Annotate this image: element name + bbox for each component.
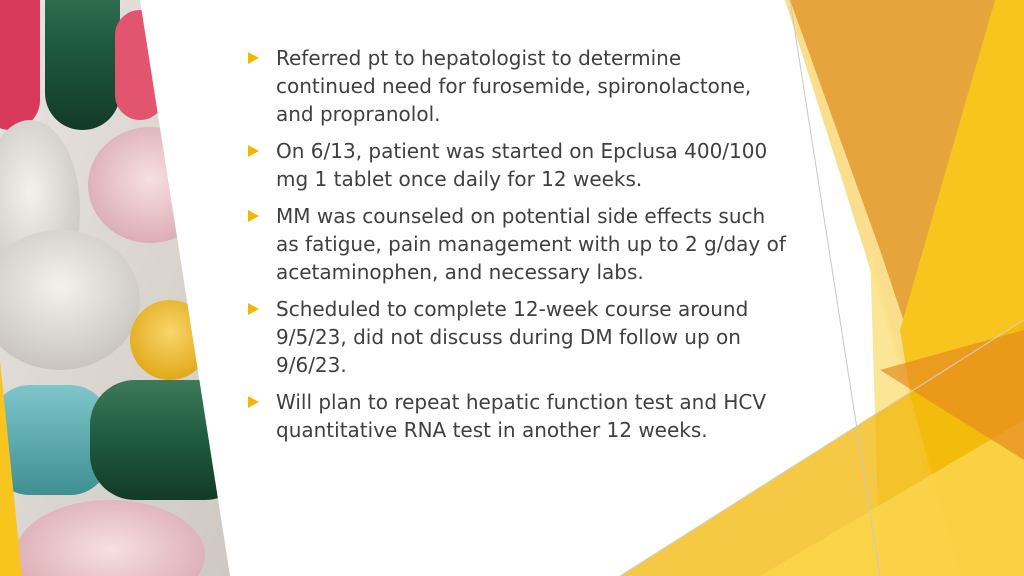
right-triangle-icon [248,52,259,64]
bullet-item [246,202,786,286]
bullet-item [246,295,786,379]
right-triangle-icon [248,210,259,222]
bullet-text: Referred pt to hepatologist to determine continued need for furosemide, spironolactone, and propranolol. [276,46,752,126]
right-triangle-icon [248,303,259,315]
bullet-item [246,44,786,128]
bullet-item [246,388,786,444]
bullet-item [246,137,786,193]
bullet-text: MM was counseled on potential side effects such as fatigue, pain management with up to 2 g/day of acetaminophen, and necessary labs. [276,204,786,284]
bullet-text: Will plan to repeat hepatic function test and HCV quantitative RNA test in another 12 weeks. [276,390,767,442]
bullet-text: Scheduled to complete 12-week course around 9/5/23, did not discuss during DM follow up on 9/6/23. [276,297,749,377]
right-triangle-icon [248,145,259,157]
slide-content [246,44,786,453]
right-triangle-icon [248,396,259,408]
bullet-list [246,44,786,444]
bullet-text: On 6/13, patient was started on Epclusa 400/100 mg 1 tablet once daily for 12 weeks. [276,139,768,191]
